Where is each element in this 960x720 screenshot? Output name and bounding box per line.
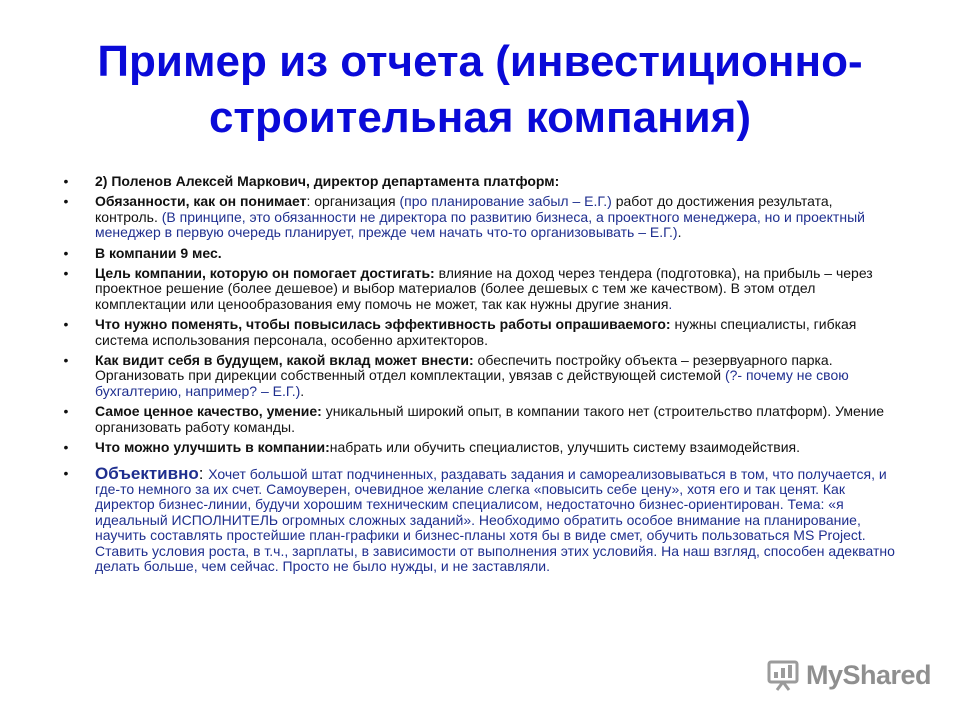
- bullet-icon: •: [63, 316, 69, 333]
- tenure-text: В компании 9 мес.: [95, 244, 222, 261]
- bullet-icon: •: [63, 439, 69, 456]
- future-label: Как видит себя в будущем, какой вклад может внести:: [95, 352, 474, 369]
- quality-label: Самое ценное качество, умение:: [95, 403, 322, 420]
- objective-colon: :: [198, 463, 209, 483]
- duties-label: Обязанности, как он понимает: [95, 193, 307, 210]
- improve-text: набрать или обучить специалистов, улучшить систему взаимодействия.: [329, 439, 800, 456]
- bullet-icon: •: [63, 352, 69, 369]
- slide-title-line-1: Пример из отчета (инвестиционно-: [97, 37, 863, 86]
- future-comment: (?- почему не свою бухгалтерию, например? – Е.Г.): [95, 367, 849, 399]
- list-item-goal: [0, 266, 895, 312]
- objective-text: Хочет большой штат подчиненных, раздавать задания и самореализовываться в том, что получается, и где-то немного за их счет. Самоуверен, очевидное желание слегка «повысить себе цену», хотя его и так ценят. Как директор бизнес-линии, будучи хорошим техническим специалисом, недостаточно бизнес-ориентирован. Тема: «я идеальный ИСПОЛНИТЕЛЬ огромных сложных заданий». Необходимо обратить особое внимание на планирование, научить составлять простейшие план-графики и бизнес-планы хотя бы в виде смет, обучить пользоваться MS Project. Ставить условия роста, в т.ч., зарплаты, в зависимости от выполнения этих условийя. На наш взгляд, способен адекватно делать больше, чем сейчас. Просто не было нужды, и не заставляли.: [95, 465, 895, 574]
- bullet-icon: •: [63, 403, 69, 420]
- duties-comment: (про планирование забыл – Е.Г.): [399, 193, 612, 210]
- bullet-icon: •: [63, 464, 69, 481]
- goal-text-end: .: [668, 295, 673, 312]
- person-heading: 2) Поленов Алексей Маркович, директор департамента платформ:: [95, 173, 560, 189]
- bullet-icon: •: [63, 244, 69, 261]
- list-item-person: [0, 174, 895, 189]
- presentation-screen-icon: [766, 658, 800, 692]
- future-text: обеспечить постройку объекта – резервуарного парка. Организовать при дирекции собственный отдел комплектации, увязав с действующей системой: [95, 352, 833, 384]
- bullet-icon: •: [63, 265, 69, 282]
- changes-text: нужны специалисты, гибкая система использования персонала, особенно архитекторов.: [95, 316, 857, 348]
- duties-text-2: работ до достижения результата, контроль.: [95, 193, 833, 225]
- changes-label: Что нужно поменять, чтобы повысилась эффективность работы опрашиваемого:: [95, 316, 671, 333]
- list-item-improve: [0, 440, 895, 455]
- bullet-icon: •: [63, 173, 69, 189]
- objective-label: Объективно: [95, 463, 199, 483]
- bullet-list: [0, 174, 895, 579]
- list-item-objective: [0, 463, 895, 575]
- slide-title: [40, 34, 920, 146]
- list-item-quality: [0, 404, 895, 435]
- list-item-duties: [0, 194, 895, 240]
- quality-text: уникальный широкий опыт, в компании такого нет (строительство платформ). Умение организовать работу команды.: [95, 403, 885, 435]
- bullet-icon: •: [63, 193, 69, 210]
- list-item-tenure: [0, 246, 895, 261]
- watermark-text: MyShared: [806, 659, 932, 690]
- future-text-end: .: [300, 382, 305, 399]
- slide-title-line-2: строительная компания): [208, 93, 752, 142]
- improve-label: Что можно улучшить в компании:: [95, 439, 330, 456]
- list-item-changes: [0, 317, 895, 348]
- duties-text: : организация: [306, 193, 400, 210]
- list-item-future: [0, 353, 895, 399]
- goal-label: Цель компании, которую он помогает достигать:: [95, 265, 435, 282]
- duties-comment-2: (В принципе, это обязанности не директора по развитию бизнеса, а проектного менеджера, но и проектный менеджер в первую очередь планирует, прежде чем начать что-то организовывать – Е.Г.): [95, 208, 865, 241]
- goal-text: влияние на доход через тендера (подготовка), на прибыль – через проектное решение (более дешевое) и выбор материалов (более дешевых с тем же качеством). В этом отдел комплектации или ценообразования ему помочь не может, так как нужны другие знания: [95, 265, 873, 312]
- myshared-watermark: [766, 658, 931, 692]
- duties-text-3: .: [677, 224, 682, 241]
